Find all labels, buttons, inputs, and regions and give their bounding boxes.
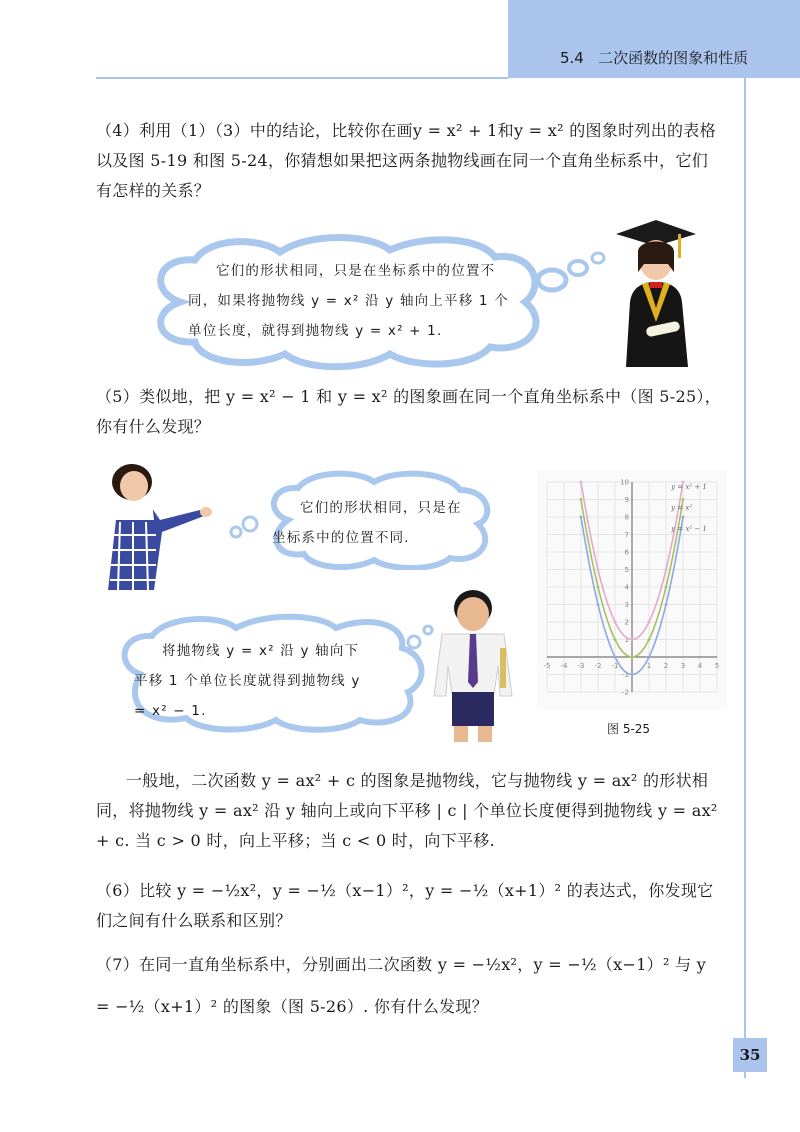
paragraph-7: （7）在同一直角坐标系中，分别画出二次函数 y = −½x²，y = −½（x−1）² 与 y = −½（x+1）² 的图象（图 5-26）. 你有什么发现？	[96, 955, 707, 1016]
y-tick-label: -2	[622, 688, 629, 697]
data-point	[648, 621, 651, 624]
side-rule	[744, 78, 746, 1078]
data-point	[631, 656, 634, 659]
figure-caption: 图 5-25	[607, 722, 651, 736]
bubble-text-dress: 它们的形状相同，只是在坐标系中的位置不同.	[272, 500, 462, 546]
data-point	[580, 481, 583, 484]
y-tick-label: 10	[620, 478, 629, 487]
data-point	[597, 586, 600, 589]
data-point	[614, 656, 617, 659]
x-tick-label: -2	[594, 662, 602, 670]
section-number: 5.4	[560, 49, 584, 67]
bubble-text-graduate: 它们的形状相同，只是在坐标系中的位置不同，如果将抛物线 y = x² 沿 y 轴向上平移 1 个单位长度，就得到抛物线 y = x² + 1.	[188, 263, 509, 339]
data-point	[631, 673, 634, 676]
data-point	[597, 603, 600, 606]
legend-label-3: y = x² − 1	[671, 525, 707, 533]
y-tick-label: 4	[624, 583, 629, 592]
x-tick-label: 5	[714, 662, 720, 670]
data-point	[580, 498, 583, 501]
x-tick-label: 4	[697, 662, 703, 670]
data-point	[665, 568, 668, 571]
data-point	[648, 638, 651, 641]
legend-label-1: y = x² + 1	[671, 483, 707, 491]
y-tick-label: 8	[624, 513, 629, 522]
paragraph-general: 一般地，二次函数 y = ax² + c 的图象是抛物线，它与抛物线 y = ax² 的形状相同，将抛物线 y = ax² 沿 y 轴向上或向下平移 | c | 个单位长度便得到抛物线 y = ax² + c. 当 c > 0 时，向上平移；当 c < 0 时，向下平移.	[96, 771, 718, 850]
legend-label-2: y = x²	[671, 504, 693, 512]
data-point	[597, 568, 600, 571]
data-point	[682, 516, 685, 519]
paragraph-6: （6）比较 y = −½x²，y = −½（x−1）²，y = −½（x+1）² 的表达式，你发现它们之间有什么联系和区别？	[96, 881, 714, 930]
girl-dress-illustration	[100, 460, 230, 590]
header-rule	[96, 77, 508, 79]
paragraph-4: （4）利用（1）（3）中的结论，比较你在画y = x² + 1和y = x² 的图象时列出的表格以及图 5-19 和图 5-24，你猜想如果把这两条抛物线画在同一个直角坐标系中，它们有怎样的关系？	[96, 121, 716, 200]
data-point	[614, 638, 617, 641]
x-tick-label: 2	[663, 662, 669, 670]
running-header	[560, 47, 748, 68]
paragraph-5: （5）类似地，把 y = x² − 1 和 y = x² 的图象画在同一个直角坐标系中（图 5-25），你有什么发现？	[96, 387, 722, 436]
data-point	[665, 603, 668, 606]
data-point	[614, 621, 617, 624]
boy-illustration	[428, 586, 518, 746]
y-tick-label: 7	[624, 531, 629, 539]
y-tick-label: 6	[624, 548, 629, 557]
y-tick-label: 9	[624, 496, 629, 504]
y-tick-label: 2	[624, 618, 629, 627]
y-tick-label: 3	[624, 601, 629, 609]
y-tick-label: -1	[622, 671, 629, 679]
data-point	[631, 638, 634, 641]
data-point	[665, 586, 668, 589]
x-tick-label: -4	[560, 662, 568, 670]
data-point	[648, 656, 651, 659]
y-tick-label: 1	[624, 636, 629, 644]
x-tick-label: 1	[646, 662, 652, 670]
x-tick-label: 3	[680, 662, 686, 670]
y-tick-label: 5	[624, 566, 629, 574]
x-tick-label: -5	[543, 662, 551, 670]
page-number: 35	[733, 1038, 767, 1072]
graduate-girl-illustration	[606, 212, 706, 367]
bubble-text-boy: 将抛物线 y = x² 沿 y 轴向下平移 1 个单位长度就得到抛物线 y = x² − 1.	[134, 643, 361, 719]
data-point	[580, 516, 583, 519]
x-tick-label: -1	[611, 662, 619, 670]
data-point	[682, 498, 685, 501]
section-title: 二次函数的图象和性质	[598, 49, 749, 67]
x-tick-label: -3	[577, 662, 585, 670]
figure-5-25	[537, 470, 727, 710]
